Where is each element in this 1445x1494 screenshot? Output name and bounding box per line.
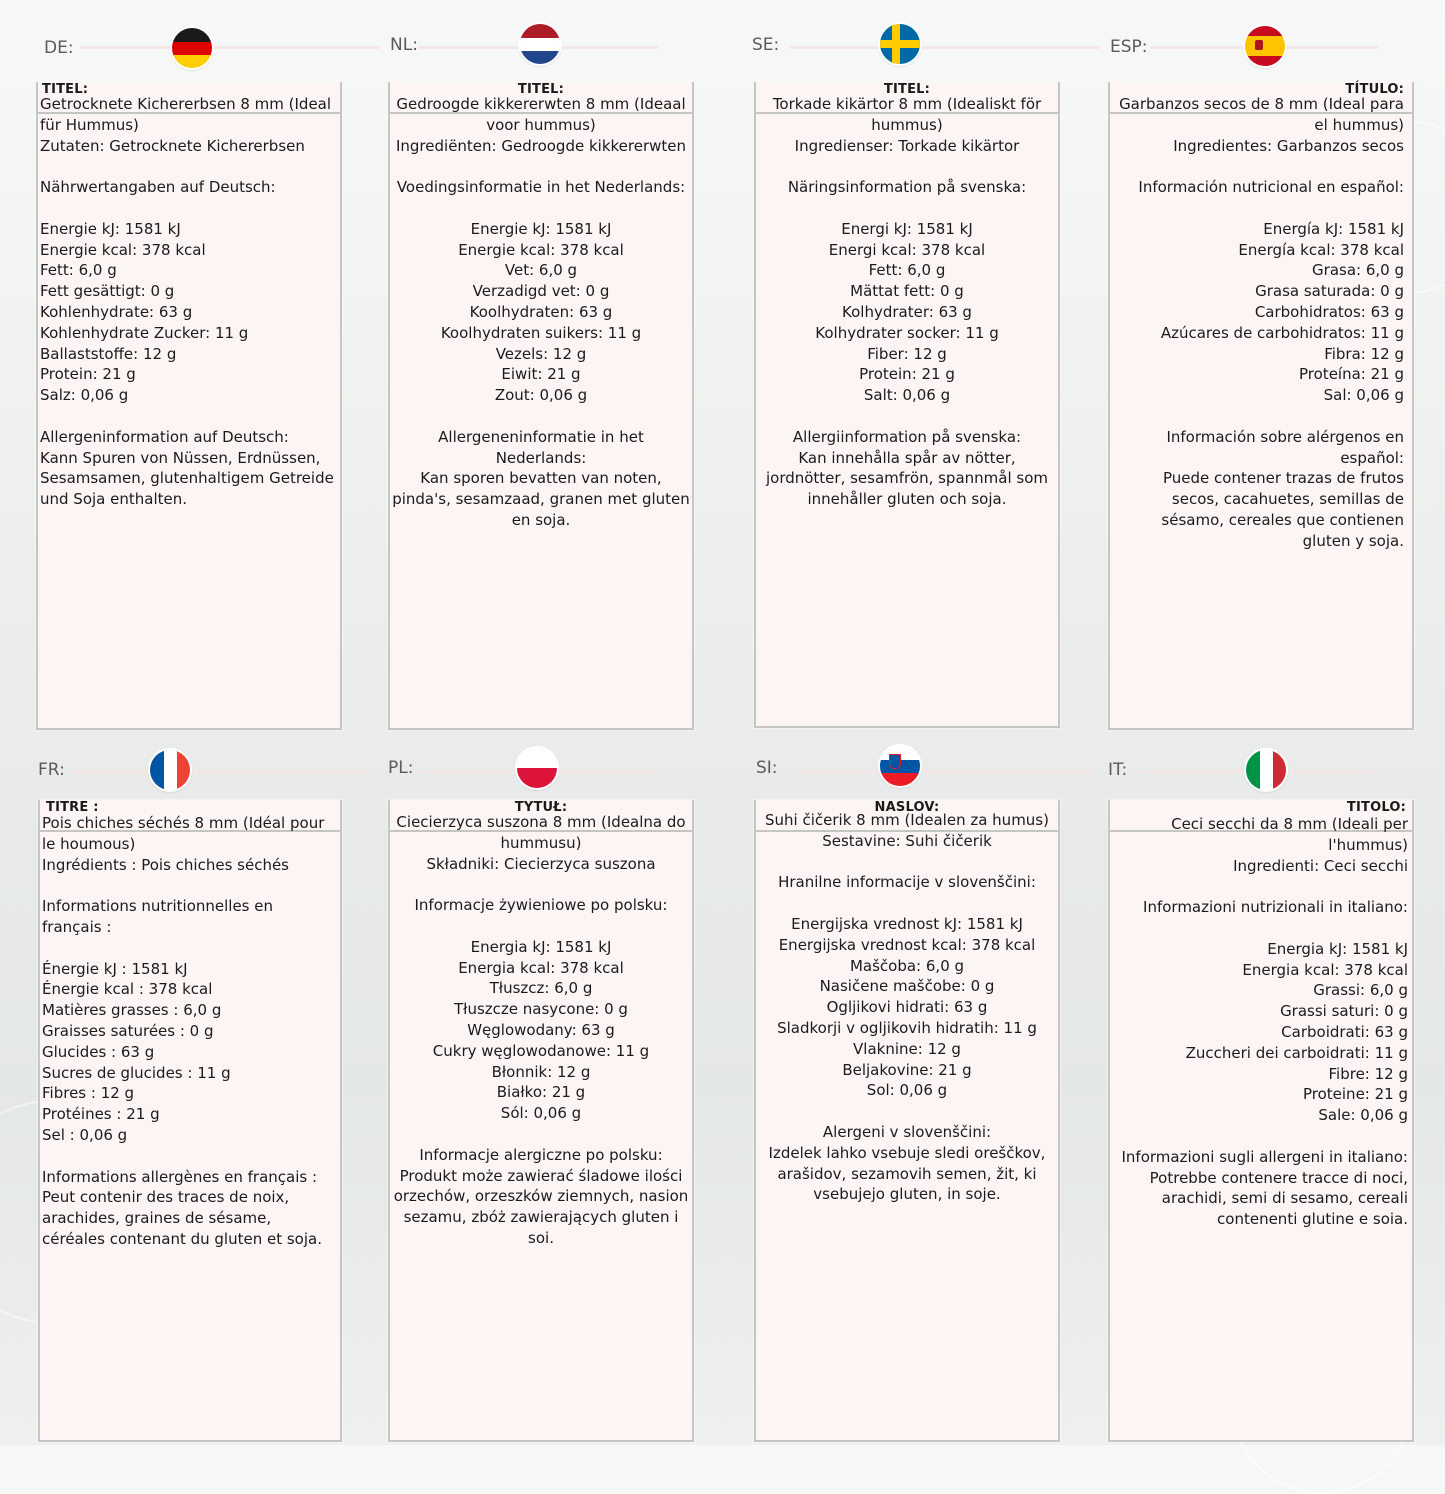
netherlands-flag-icon: [520, 24, 560, 64]
language-code-esp: ESP:: [1110, 37, 1148, 57]
slovenia-flag-icon: [880, 746, 920, 786]
title-key: TITEL:: [42, 82, 89, 97]
language-code-it: IT:: [1108, 760, 1128, 780]
language-code-nl: NL:: [390, 35, 418, 55]
language-code-pl: PL:: [388, 758, 414, 778]
product-info-text: Garbanzos secos de 8 mm (Ideal para el hummus) Ingredientes: Garbanzos secos Información nutricional en español: Energía kJ: 1581 kJ Energía kcal: 378 kcal Grasa: 6,0 g Grasa saturada: 0 g Carbohidratos: 63 g Azúcares de carbohidratos: 11 g Fibra: 12 g Proteína: 21 g Sal: 0,06 g Información sobre alérgenos en español: Puede contener trazas de frutos secos, cacahuetes, semillas de sésamo, cereales que contienen gluten y soja.: [1119, 95, 1404, 550]
sweden-flag-icon: [880, 24, 920, 64]
title-key: TITRE :: [46, 800, 99, 815]
product-info-text: Ceci secchi da 8 mm (Ideali per l'hummus) Ingredienti: Ceci secchi Informazioni nutrizionali in italiano: Energia kJ: 1581 kJ Energia kcal: 378 kcal Grassi: 6,0 g Grassi saturi: 0 g Carboidrati: 63 g Zuccheri dei carboidrati: 11 g Fibre: 12 g Proteine: 21 g Sale: 0,06 g Informazioni sugli allergeni in italiano: Potrebbe contenere tracce di noci, arachidi, semi di sesamo, cereali contenenti glutine e soia.: [1121, 815, 1408, 1229]
panel-fr: [38, 800, 342, 1442]
title-key: TÍTULO:: [1345, 82, 1404, 97]
language-code-fr: FR:: [38, 760, 65, 780]
title-key: NASLOV:: [874, 800, 940, 815]
panel-nl: [388, 82, 694, 730]
italy-flag-icon: [1246, 750, 1286, 790]
poland-flag-icon: [517, 748, 557, 788]
product-info-text: Getrocknete Kichererbsen 8 mm (Ideal für Hummus) Zutaten: Getrocknete Kichererbsen Nährwertangaben auf Deutsch: Energie kJ: 1581 kJ Energie kcal: 378 kcal Fett: 6,0 g Fett gesättigt: 0 g Kohlenhydrate: 63 g Kohlenhydrate Zucker: 11 g Ballaststoffe: 12 g Protein: 21 g Salz: 0,06 g Allergeninformation auf Deutsch: Kann Spuren von Nüssen, Erdnüssen, Sesamsamen, glutenhaltigem Getreide und Soja enthalten.: [40, 95, 334, 509]
spain-flag-icon: [1245, 26, 1285, 66]
header-line: [795, 770, 1095, 773]
panel-it: [1108, 800, 1414, 1442]
product-info-text: Ciecierzyca suszona 8 mm (Idealna do hummusu) Składniki: Ciecierzyca suszona Informacje żywieniowe po polsku: Energia kJ: 1581 kJ Energia kcal: 378 kcal Tłuszcz: 6,0 g Tłuszcze nasycone: 0 g Węglowodany: 63 g Cukry węglowodanowe: 11 g Błonnik: 12 g Białko: 21 g Sól: 0,06 g Informacje alergiczne po polsku: Produkt może zawierać śladowe ilości orzechów, orzeszków ziemnych, nasion sezamu, zbóż zawierających gluten i soi.: [393, 813, 689, 1247]
language-code-se: SE:: [752, 35, 780, 55]
panel-si: [754, 800, 1060, 1442]
france-flag-icon: [150, 750, 190, 790]
language-code-si: SI:: [756, 758, 778, 778]
panel-de: [36, 82, 342, 730]
panel-esp: [1108, 82, 1414, 730]
header-line: [790, 46, 1100, 49]
panel-se: [754, 82, 1060, 728]
title-key: TITEL:: [883, 82, 931, 97]
product-info-text: Gedroogde kikkererwten 8 mm (Ideaal voor hummus) Ingrediënten: Gedroogde kikkererwten Voedingsinformatie in het Nederlands: Energie kJ: 1581 kJ Energie kcal: 378 kcal Vet: 6,0 g Verzadigd vet: 0 g Koolhydraten: 63 g Koolhydraten suikers: 11 g Vezels: 12 g Eiwit: 21 g Zout: 0,06 g Allergeneninformatie in het Nederlands: Kan sporen bevatten van noten, pinda's, sesamzaad, granen met gluten en soja.: [392, 95, 690, 529]
product-info-text: Torkade kikärtor 8 mm (Idealiskt för hummus) Ingredienser: Torkade kikärtor Näringsinformation på svenska: Energi kJ: 1581 kJ Energi kcal: 378 kcal Fett: 6,0 g Mättat fett: 0 g Kolhydrater: 63 g Kolhydrater socker: 11 g Fiber: 12 g Protein: 21 g Salt: 0,06 g Allergiinformation på svenska: Kan innehålla spår av nötter, jordnötter, sesamfrön, spannmål som innehåller gluten och soja.: [765, 95, 1049, 509]
title-key: TYTUŁ:: [514, 800, 568, 815]
title-key: TITEL:: [517, 82, 565, 97]
product-info-text: Suhi čičerik 8 mm (Idealen za humus) Sestavine: Suhi čičerik Hranilne informacije v slovenščini: Energijska vrednost kJ: 1581 kJ Energijska vrednost kcal: 378 kcal Maščoba: 6,0 g Nasičene maščobe: 0 g Ogljikovi hidrati: 63 g Sladkorji v ogljikovih hidratih: 11 g Vlaknine: 12 g Beljakovine: 21 g Sol: 0,06 g Alergeni v slovenščini: Izdelek lahko vsebuje sledi oreščkov, arašidov, sezamovih semen, žit, ki vsebujejo gluten, in soje.: [765, 811, 1049, 1204]
header-line: [72, 770, 372, 773]
panel-pl: [388, 800, 694, 1442]
title-key: TITOLO:: [1346, 800, 1406, 815]
language-code-de: DE:: [44, 38, 74, 58]
germany-flag-icon: [172, 28, 212, 68]
header-line: [80, 46, 380, 49]
product-info-text: Pois chiches séchés 8 mm (Idéal pour le houmous) Ingrédients : Pois chiches séchés Informations nutritionnelles en français : Énergie kJ : 1581 kJ Énergie kcal : 378 kcal Matières grasses : 6,0 g Graisses saturées : 0 g Glucides : 63 g Sucres de glucides : 11 g Fibres : 12 g Protéines : 21 g Sel : 0,06 g Informations allergènes en français : Peut contenir des traces de noix, arachides, graines de sésame, céréales contenant du gluten et soja.: [42, 814, 325, 1248]
